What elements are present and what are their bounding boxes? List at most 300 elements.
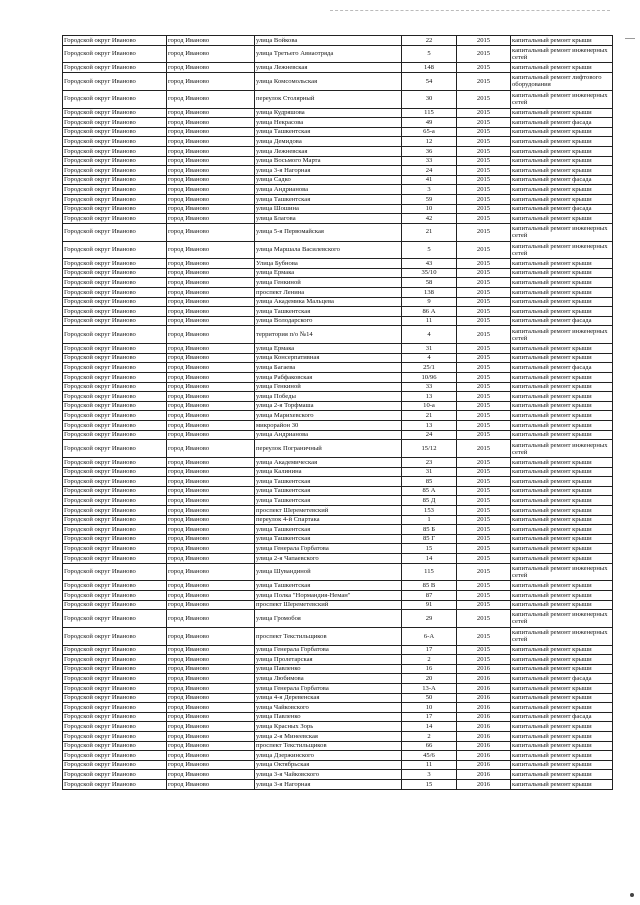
work-type-cell: капитальный ремонт крыши [511,344,613,354]
year-cell: 2015 [457,655,511,665]
table-row [63,751,613,761]
street-cell: улица 2-я Минеевская [255,732,402,742]
table-body [63,36,613,790]
street-cell: улица Андрианова [255,185,402,195]
table-row [63,477,613,487]
street-cell: переулок Пограничный [255,440,402,458]
street-cell: улица Октябрьская [255,760,402,770]
street-cell: улица 3-я Чайковского [255,770,402,780]
year-cell: 2015 [457,457,511,467]
city-cell: город Иваново [167,645,255,655]
municipality-cell: Городской округ Иваново [63,175,167,185]
year-cell: 2015 [457,353,511,363]
year-cell: 2015 [457,392,511,402]
house-number-cell: 2 [402,732,457,742]
city-cell: город Иваново [167,214,255,224]
street-cell: улица Генкиной [255,278,402,288]
work-type-cell: капитальный ремонт инженерных сетей [511,610,613,628]
street-cell: улица 5-я Первомайская [255,223,402,241]
house-number-cell: 1 [402,515,457,525]
street-cell: территория п/о №14 [255,326,402,344]
city-cell: город Иваново [167,563,255,581]
city-cell: город Иваново [167,600,255,610]
municipality-cell: Городской округ Иваново [63,166,167,176]
table-row [63,590,613,600]
work-type-cell: капитальный ремонт крыши [511,534,613,544]
work-type-cell: капитальный ремонт крыши [511,353,613,363]
year-cell: 2015 [457,185,511,195]
year-cell: 2015 [457,288,511,298]
work-type-cell: капитальный ремонт крыши [511,382,613,392]
year-cell: 2015 [457,118,511,128]
work-type-cell: капитальный ремонт крыши [511,703,613,713]
work-type-cell: капитальный ремонт крыши [511,515,613,525]
city-cell: город Иваново [167,430,255,440]
street-cell: улица 2-я Чапаевского [255,553,402,563]
municipality-cell: Городской округ Иваново [63,627,167,645]
municipality-cell: Городской округ Иваново [63,108,167,118]
year-cell: 2015 [457,401,511,411]
house-number-cell: 23 [402,457,457,467]
table-row [63,156,613,166]
table-row [63,627,613,645]
table-row [63,440,613,458]
municipality-cell: Городской округ Иваново [63,674,167,684]
street-cell: улица Академика Мальцева [255,297,402,307]
work-type-cell: капитальный ремонт крыши [511,401,613,411]
city-cell: город Иваново [167,127,255,137]
municipality-cell: Городской округ Иваново [63,760,167,770]
street-cell: улица Дзержинского [255,751,402,761]
municipality-cell: Городской округ Иваново [63,344,167,354]
street-cell: улица Громобоя [255,610,402,628]
table-row [63,194,613,204]
table-row [63,72,613,90]
table-row [63,127,613,137]
work-type-cell: капитальный ремонт крыши [511,645,613,655]
work-type-cell: капитальный ремонт крыши [511,760,613,770]
street-cell: улица Генерала Горбатова [255,684,402,694]
house-number-cell: 153 [402,505,457,515]
table-row [63,108,613,118]
city-cell: город Иваново [167,156,255,166]
city-cell: город Иваново [167,627,255,645]
table-row [63,684,613,694]
table-row [63,316,613,326]
municipality-cell: Городской округ Иваново [63,751,167,761]
municipality-cell: Городской округ Иваново [63,72,167,90]
table-row [63,36,613,46]
municipality-cell: Городской округ Иваново [63,553,167,563]
work-type-cell: капитальный ремонт лифтового оборудования [511,72,613,90]
house-number-cell: 15/12 [402,440,457,458]
street-cell: улица Некрасова [255,118,402,128]
city-cell: город Иваново [167,693,255,703]
repair-schedule-table [62,35,613,790]
municipality-cell: Городской округ Иваново [63,741,167,751]
street-cell: улица Демидова [255,137,402,147]
house-number-cell: 24 [402,430,457,440]
municipality-cell: Городской округ Иваново [63,563,167,581]
table-row [63,353,613,363]
city-cell: город Иваново [167,146,255,156]
table-row [63,770,613,780]
municipality-cell: Городской округ Иваново [63,780,167,790]
street-cell: улица Любимова [255,674,402,684]
city-cell: город Иваново [167,553,255,563]
year-cell: 2015 [457,430,511,440]
city-cell: город Иваново [167,166,255,176]
house-number-cell: 4 [402,353,457,363]
street-cell: улица Садко [255,175,402,185]
house-number-cell: 22 [402,36,457,46]
municipality-cell: Городской округ Иваново [63,307,167,317]
table-row [63,430,613,440]
year-cell: 2015 [457,505,511,515]
city-cell: город Иваново [167,421,255,431]
city-cell: город Иваново [167,610,255,628]
street-cell: улица Шошина [255,204,402,214]
table-row [63,505,613,515]
year-cell: 2016 [457,674,511,684]
table-row [63,268,613,278]
city-cell: город Иваново [167,344,255,354]
work-type-cell: капитальный ремонт крыши [511,288,613,298]
house-number-cell: 14 [402,553,457,563]
year-cell: 2016 [457,732,511,742]
year-cell: 2015 [457,316,511,326]
municipality-cell: Городской округ Иваново [63,194,167,204]
municipality-cell: Городской округ Иваново [63,353,167,363]
year-cell: 2015 [457,214,511,224]
year-cell: 2015 [457,553,511,563]
year-cell: 2015 [457,297,511,307]
work-type-cell: капитальный ремонт крыши [511,486,613,496]
work-type-cell: капитальный ремонт инженерных сетей [511,440,613,458]
municipality-cell: Городской округ Иваново [63,223,167,241]
table-row [63,563,613,581]
municipality-cell: Городской округ Иваново [63,204,167,214]
municipality-cell: Городской округ Иваново [63,288,167,298]
table-row [63,166,613,176]
house-number-cell: 11 [402,316,457,326]
house-number-cell: 58 [402,278,457,288]
year-cell: 2015 [457,326,511,344]
house-number-cell: 59 [402,194,457,204]
street-cell: улица Лежневская [255,146,402,156]
municipality-cell: Городской округ Иваново [63,316,167,326]
house-number-cell: 85 В [402,581,457,591]
city-cell: город Иваново [167,373,255,383]
house-number-cell: 66 [402,741,457,751]
city-cell: город Иваново [167,505,255,515]
house-number-cell: 65-а [402,127,457,137]
municipality-cell: Городской округ Иваново [63,185,167,195]
city-cell: город Иваново [167,90,255,108]
municipality-cell: Городской округ Иваново [63,259,167,269]
municipality-cell: Городской округ Иваново [63,770,167,780]
city-cell: город Иваново [167,316,255,326]
table-row [63,486,613,496]
work-type-cell: капитальный ремонт фасада [511,363,613,373]
work-type-cell: капитальный ремонт крыши [511,505,613,515]
year-cell: 2015 [457,156,511,166]
city-cell: город Иваново [167,486,255,496]
table-row [63,712,613,722]
city-cell: город Иваново [167,751,255,761]
house-number-cell: 6-А [402,627,457,645]
work-type-cell: капитальный ремонт инженерных сетей [511,627,613,645]
table-row [63,118,613,128]
municipality-cell: Городской округ Иваново [63,268,167,278]
street-cell: улица Ташкентская [255,496,402,506]
year-cell: 2015 [457,137,511,147]
table-row [63,760,613,770]
work-type-cell: капитальный ремонт крыши [511,600,613,610]
work-type-cell: капитальный ремонт крыши [511,297,613,307]
year-cell: 2015 [457,63,511,73]
table-row [63,553,613,563]
street-cell: улица Лежневская [255,63,402,73]
street-cell: улица Восьмого Марта [255,156,402,166]
house-number-cell: 30 [402,90,457,108]
city-cell: город Иваново [167,382,255,392]
municipality-cell: Городской округ Иваново [63,156,167,166]
house-number-cell: 49 [402,118,457,128]
municipality-cell: Городской округ Иваново [63,645,167,655]
year-cell: 2015 [457,36,511,46]
table-row [63,496,613,506]
work-type-cell: капитальный ремонт крыши [511,411,613,421]
year-cell: 2016 [457,722,511,732]
year-cell: 2015 [457,146,511,156]
city-cell: город Иваново [167,223,255,241]
table-row [63,185,613,195]
house-number-cell: 10 [402,204,457,214]
work-type-cell: капитальный ремонт крыши [511,108,613,118]
city-cell: город Иваново [167,392,255,402]
street-cell: улица Ташкентская [255,581,402,591]
municipality-cell: Городской округ Иваново [63,544,167,554]
house-number-cell: 12 [402,137,457,147]
table-row [63,411,613,421]
table-row [63,515,613,525]
city-cell: город Иваново [167,703,255,713]
municipality-cell: Городской округ Иваново [63,297,167,307]
city-cell: город Иваново [167,288,255,298]
city-cell: город Иваново [167,411,255,421]
house-number-cell: 35/10 [402,268,457,278]
house-number-cell: 33 [402,156,457,166]
year-cell: 2015 [457,278,511,288]
work-type-cell: капитальный ремонт крыши [511,732,613,742]
street-cell: улица Чайковского [255,703,402,713]
municipality-cell: Городской округ Иваново [63,118,167,128]
city-cell: город Иваново [167,278,255,288]
house-number-cell: 138 [402,288,457,298]
house-number-cell: 15 [402,780,457,790]
year-cell: 2015 [457,45,511,63]
street-cell: улица Ермака [255,344,402,354]
street-cell: проспект Текстильщиков [255,741,402,751]
municipality-cell: Городской округ Иваново [63,63,167,73]
year-cell: 2015 [457,307,511,317]
municipality-cell: Городской округ Иваново [63,581,167,591]
city-cell: город Иваново [167,401,255,411]
city-cell: город Иваново [167,760,255,770]
year-cell: 2015 [457,194,511,204]
year-cell: 2015 [457,421,511,431]
street-cell: улица Консерпативная [255,353,402,363]
municipality-cell: Городской округ Иваново [63,505,167,515]
house-number-cell: 2 [402,655,457,665]
work-type-cell: капитальный ремонт крыши [511,581,613,591]
house-number-cell: 31 [402,344,457,354]
city-cell: город Иваново [167,268,255,278]
city-cell: город Иваново [167,194,255,204]
city-cell: город Иваново [167,457,255,467]
year-cell: 2015 [457,108,511,118]
city-cell: город Иваново [167,684,255,694]
city-cell: город Иваново [167,655,255,665]
city-cell: город Иваново [167,63,255,73]
street-cell: улица Ташкентская [255,307,402,317]
city-cell: город Иваново [167,674,255,684]
city-cell: город Иваново [167,241,255,259]
table-row [63,259,613,269]
street-cell: улица 2-я Торфмаша [255,401,402,411]
municipality-cell: Городской округ Иваново [63,703,167,713]
house-number-cell: 41 [402,175,457,185]
city-cell: город Иваново [167,307,255,317]
city-cell: город Иваново [167,722,255,732]
year-cell: 2015 [457,563,511,581]
city-cell: город Иваново [167,185,255,195]
municipality-cell: Городской округ Иваново [63,241,167,259]
street-cell: улица Маршала Василевского [255,241,402,259]
year-cell: 2015 [457,610,511,628]
municipality-cell: Городской округ Иваново [63,534,167,544]
work-type-cell: капитальный ремонт крыши [511,214,613,224]
table-row [63,278,613,288]
house-number-cell: 115 [402,108,457,118]
table-row [63,63,613,73]
city-cell: город Иваново [167,741,255,751]
year-cell: 2015 [457,544,511,554]
table-row [63,344,613,354]
street-cell: улица Комсомольская [255,72,402,90]
year-cell: 2015 [457,581,511,591]
work-type-cell: капитальный ремонт крыши [511,392,613,402]
street-cell: улица Рабфаковская [255,373,402,383]
year-cell: 2015 [457,90,511,108]
year-cell: 2016 [457,693,511,703]
work-type-cell: капитальный ремонт крыши [511,185,613,195]
city-cell: город Иваново [167,297,255,307]
table-row [63,544,613,554]
city-cell: город Иваново [167,712,255,722]
street-cell: улица Ташкентская [255,194,402,204]
house-number-cell: 16 [402,664,457,674]
city-cell: город Иваново [167,137,255,147]
municipality-cell: Городской округ Иваново [63,515,167,525]
table-row [63,664,613,674]
work-type-cell: капитальный ремонт фасада [511,204,613,214]
street-cell: улица Генерала Горбатова [255,544,402,554]
city-cell: город Иваново [167,45,255,63]
house-number-cell: 17 [402,712,457,722]
street-cell: проспект Ленина [255,288,402,298]
city-cell: город Иваново [167,326,255,344]
table-row [63,693,613,703]
year-cell: 2015 [457,525,511,535]
work-type-cell: капитальный ремонт инженерных сетей [511,241,613,259]
city-cell: город Иваново [167,108,255,118]
house-number-cell: 42 [402,214,457,224]
table-row [63,373,613,383]
house-number-cell: 10/96 [402,373,457,383]
city-cell: город Иваново [167,770,255,780]
table-row [63,90,613,108]
table-row [63,363,613,373]
table-row [63,204,613,214]
municipality-cell: Городской округ Иваново [63,373,167,383]
house-number-cell: 14 [402,722,457,732]
year-cell: 2016 [457,664,511,674]
street-cell: проспект Шереметевский [255,600,402,610]
city-cell: город Иваново [167,590,255,600]
year-cell: 2016 [457,780,511,790]
street-cell: улица Павленко [255,712,402,722]
house-number-cell: 54 [402,72,457,90]
year-cell: 2016 [457,770,511,780]
municipality-cell: Городской округ Иваново [63,326,167,344]
work-type-cell: капитальный ремонт крыши [511,430,613,440]
work-type-cell: капитальный ремонт крыши [511,137,613,147]
house-number-cell: 5 [402,241,457,259]
year-cell: 2015 [457,515,511,525]
work-type-cell: капитальный ремонт крыши [511,146,613,156]
city-cell: город Иваново [167,118,255,128]
city-cell: город Иваново [167,259,255,269]
street-cell: проспект Шереметевский [255,505,402,515]
municipality-cell: Городской округ Иваново [63,214,167,224]
work-type-cell: капитальный ремонт фасада [511,674,613,684]
municipality-cell: Городской округ Иваново [63,278,167,288]
street-cell: улица Багаева [255,363,402,373]
year-cell: 2015 [457,627,511,645]
street-cell: улица Калинина [255,467,402,477]
street-cell: улица Пролетарская [255,655,402,665]
house-number-cell: 85 Г [402,534,457,544]
house-number-cell: 15 [402,544,457,554]
work-type-cell: капитальный ремонт крыши [511,544,613,554]
street-cell: переулок 4-й Спартака [255,515,402,525]
work-type-cell: капитальный ремонт инженерных сетей [511,223,613,241]
year-cell: 2015 [457,467,511,477]
street-cell: улица Генерала Горбатова [255,645,402,655]
house-number-cell: 86 А [402,307,457,317]
city-cell: город Иваново [167,544,255,554]
street-cell: улица Войкова [255,36,402,46]
city-cell: город Иваново [167,477,255,487]
house-number-cell: 13-А [402,684,457,694]
house-number-cell: 11 [402,760,457,770]
table-row [63,722,613,732]
street-cell: улица Благова [255,214,402,224]
work-type-cell: капитальный ремонт крыши [511,166,613,176]
year-cell: 2015 [457,72,511,90]
